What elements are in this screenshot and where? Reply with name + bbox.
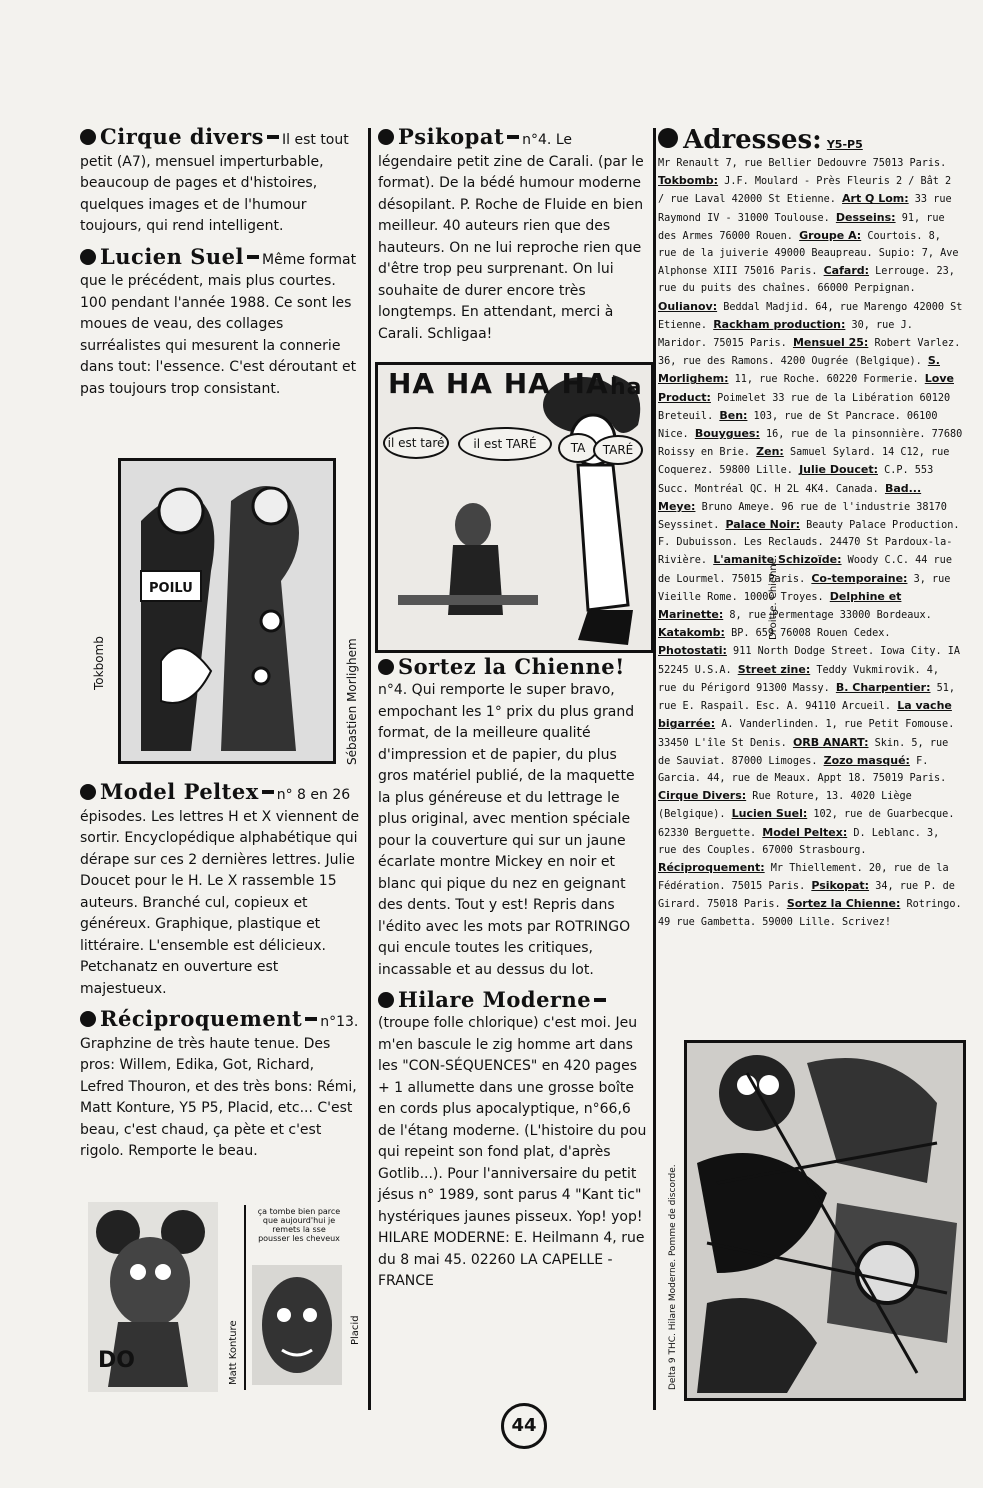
- review-title: Model Peltex: [100, 779, 259, 804]
- address-detail: Rue Roture, 13. 4020 Liège (Belgique).: [658, 791, 912, 821]
- address-name: Julie Doucet:: [799, 463, 878, 477]
- address-detail: D. Leblanc. 3, rue des Couples. 67000 Strasbourg.: [658, 827, 940, 856]
- address-detail: 911 North Dodge Street. Iowa City. IA 52245 U.S.A.: [658, 646, 960, 676]
- review-body: (troupe folle chlorique) c'est moi. Jeu m'en bascule le zig homme art dans les "CON-SÉQUENCES" en 420 pages + 1 allumette dans une grosse boîte en cords plus apocalyptique, n°66,6 de l'étang moderne. (L'histoire du pou qui repeint son fond plat, d'après Gotlib...). Pour l'anniversaire du petit jésus n° 1989, sont parus 4 "Kant tic" hystériques jaunes pisseux. Yop! yop! HILARE MODERNE: E. Heilmann 4, rue du 8 mai 45. 02260 LA CAPELLE - FRANCE: [378, 1015, 647, 1289]
- address-detail: Woody C.C. 44 rue de Lourmel. 75015 Paris.: [658, 555, 952, 585]
- address-name: Model Peltex:: [762, 825, 848, 839]
- illustration-mickey: [88, 1202, 218, 1392]
- address-name: Lucien Suel:: [731, 807, 808, 821]
- collage-drawing: [687, 1043, 963, 1398]
- column-1: [80, 125, 362, 407]
- address-detail: 34, rue P. de Girard. 75018 Paris.: [658, 881, 955, 911]
- bullet-icon: [80, 129, 96, 145]
- address-name: Zen:: [756, 445, 784, 459]
- review-title: Lucien Suel: [100, 243, 245, 269]
- speech-bubble: ça tombe bien parce que aujourd'hui je remets la sse pousser les cheveux: [257, 1207, 341, 1243]
- address-name: Sortez la Chienne:: [786, 897, 901, 911]
- address-detail: Lerrouge. 23, rue du puits des chaînes. 66000 Perpignan.: [658, 266, 955, 295]
- dash: [507, 135, 519, 139]
- review-title: Réciproquement: [100, 1006, 303, 1031]
- address-detail: 33 rue Raymond IV - 31000 Toulouse.: [658, 194, 952, 224]
- speech-bubble: TA: [558, 433, 598, 463]
- address-name: Zozo masqué:: [823, 753, 910, 767]
- drawing: [121, 461, 333, 761]
- address-detail: 16, rue de la pinsonnière. 77680 Roissy en Brie.: [658, 429, 963, 459]
- comic-drawing: [378, 365, 651, 650]
- address-name: L'amanite Schizoïde:: [713, 553, 842, 567]
- address-name: Cirque Divers:: [658, 789, 747, 803]
- speech-bubble: il est taré: [383, 427, 449, 459]
- review-title: Hilare Moderne: [398, 987, 592, 1012]
- review-lucien-suel: [80, 245, 362, 400]
- address-name: La vache bigarrée:: [658, 699, 952, 731]
- address-detail: Beddal Madjid. 64, rue Marengo 42000 St Etienne.: [658, 301, 963, 331]
- y5p5-label: Y5-P5: [826, 138, 863, 151]
- address-list: [658, 155, 963, 931]
- bullet-icon: [80, 1011, 96, 1027]
- addresses-title: Adresses:: [683, 125, 822, 155]
- bullet-icon: [378, 992, 394, 1008]
- illustration-caption: Matt Konture: [228, 1320, 239, 1385]
- address-name: Meye:: [658, 499, 696, 513]
- column-2-lower: [378, 655, 650, 1300]
- address-name: Tokbomb:: [658, 174, 719, 188]
- illustration-caption: Tokbomb: [92, 636, 106, 690]
- column-1-lower: [80, 780, 362, 1170]
- review-sortez-la-chienne: [378, 655, 650, 980]
- address-detail: Skin. 5, rue de Sauviat. 87000 Limoges.: [658, 737, 949, 767]
- address-detail: BP. 659 76008 Rouen Cedex.: [724, 628, 891, 640]
- speech-bubble: il est TARÉ: [458, 427, 552, 461]
- address-detail: F. Garcia. 44, rue de Meaux. Appt 18. 75019 Paris.: [658, 755, 947, 784]
- address-name: ORB ANART:: [792, 735, 869, 749]
- address-name: Street zine:: [737, 662, 811, 676]
- review-psikopat: [378, 125, 650, 344]
- poilu-label: POILU: [149, 581, 193, 596]
- review-title: Cirque divers: [100, 124, 264, 149]
- address-detail: 3, rue Vieille Rome. 10000 Troyes.: [658, 573, 951, 603]
- address-detail: J.F. Moulard - Près Fleuris 2 / Bât 2 / rue Laval 42000 St Etienne.: [658, 176, 952, 206]
- bullet-icon: [378, 129, 394, 145]
- review-title: Psikopat: [398, 124, 505, 149]
- address-detail: Samuel Sylard. 14 C12, rue Coquerez. 59800 Lille.: [658, 447, 950, 477]
- face-drawing: [252, 1265, 342, 1385]
- address-detail: 30, rue J. Maridor. 75015 Paris.: [658, 319, 913, 350]
- speech-bubble: TARÉ: [593, 435, 643, 465]
- address-detail: C.P. 553 Succ. Montréal QC. H 2L 4K4. Canada.: [658, 465, 934, 495]
- address-name: Bouygues:: [694, 427, 760, 441]
- illustration-collage: [684, 1040, 966, 1401]
- side-caption: Droitte. Chienne.: [768, 554, 779, 640]
- address-name: Ben:: [719, 408, 748, 422]
- address-detail: 11, rue Roche. 60220 Formerie.: [728, 374, 925, 386]
- address-text: Mr Renault 7, rue Bellier Dedouvre 75013 Paris.: [658, 158, 947, 169]
- address-name: Rackham production:: [713, 317, 846, 331]
- dash: [305, 1017, 317, 1021]
- review-body: Même format que le précédent, mais plus courtes. 100 pendant l'année 1988. Ce sont les moues de veau, des collages surréalistes qui mesurent la connerie dans tout: l'essence. C'est déroutant et pas toujours trop consistant.: [80, 251, 357, 397]
- bullet-icon: [378, 659, 394, 675]
- address-name: Psikopat:: [811, 879, 870, 893]
- illustration-poilu: [118, 458, 336, 764]
- review-reciproquement: [80, 1007, 362, 1162]
- address-name: Palace Noir:: [725, 518, 801, 532]
- address-name: Art Q Lom:: [842, 192, 909, 206]
- review-body: n°4. Qui remporte le super bravo, empochant les 1° prix du plus grand format, de la meilleure qualité d'impression et de papier, du plus gros matériel publié, de la maquette la plus généreuse et du lettrage le plus original, avec mention spéciale pour la couverture qui sur un jaune écarlate montre Mickey en noir et blanc qui pique du nez en geignant des dents. Tout y est! Repris dans l'édito avec les mots par ROTRINGO qui encule toutes les critiques, incassable et au dessus du lot.: [378, 682, 635, 978]
- bullet-icon: [80, 249, 96, 265]
- illustration-caption: Placid: [350, 1315, 361, 1345]
- address-detail: 51, rue E. Raspail. Esc. A. 94110 Arcueil.: [658, 682, 956, 713]
- address-name: Oulianov:: [658, 299, 718, 313]
- bullet-icon: [658, 128, 678, 148]
- address-detail: A. Vanderlinden. 1, rue Petit Fomouse. 33450 L'île St Denis.: [658, 719, 955, 749]
- illustration-comic: [375, 362, 654, 653]
- review-cirque-divers: [80, 125, 362, 237]
- address-lines: [658, 176, 962, 927]
- dash: [267, 135, 279, 139]
- address-name: Bad...: [884, 481, 922, 495]
- column-rule: [653, 128, 656, 1410]
- review-title: Sortez la Chienne!: [398, 654, 625, 679]
- address-detail: Robert Varlez. 36, rue des Ramons. 4200 Ougrée (Belgique).: [658, 338, 961, 368]
- address-detail: Courtois. 8, rue de la juiverie 49000 Beaupreau. Supio: 7, Ave Alphonse XIII 75016 Paris.: [658, 230, 959, 278]
- addresses-header: [658, 125, 963, 155]
- column-2: [378, 125, 650, 352]
- address-name: Katakomb:: [658, 626, 725, 640]
- svg-text:DO: DO: [98, 1348, 135, 1373]
- page-number: 44: [501, 1403, 547, 1449]
- address-name: Groupe A:: [799, 228, 862, 242]
- address-detail: 91, rue des Armes 76000 Rouen.: [658, 212, 945, 242]
- review-body: Il est tout petit (A7), mensuel imperturbable, beaucoup de pages et d'histoires, quelques images et de l'humour toujours, qui rend intelligent.: [80, 132, 349, 234]
- address-detail: 102, rue de Guarbecque. 62330 Berguette.: [658, 809, 955, 839]
- review-hilare-moderne: [378, 988, 650, 1292]
- dash: [594, 998, 606, 1002]
- address-detail: 8, rue Permentage 33000 Bordeaux.: [723, 610, 932, 622]
- review-body: n° 8 en 26 épisodes. Les lettres H et X viennent de sortir. Encyclopédique alphabétique qui dérape sur ces 2 dernières lettres. Julie Doucet pour le H. Le X rassemble 15 auteurs. Branché cul, copieux et généreux. Graphique, plastique et littéraire. L'ensemble est délicieux. Petchanatz en ouverture est majestueux.: [80, 787, 360, 997]
- address-detail: Poimelet 33 rue de la Libération 60120 Breteuil.: [658, 392, 951, 422]
- review-body: n°4. Le légendaire petit zine de Carali. (par le format). De la bédé humour moderne désopilant. P. Roche de Fluide en bien meilleur. 40 auteurs rien que des hauteurs. On ne lui reproche rien que d'être trop peu surprenant. On lui souhaite de durer encore très longtemps. En attendant, merci à Carali. Schligaa!: [378, 132, 644, 342]
- address-name: Cafard:: [823, 264, 870, 278]
- address-name: Photostati:: [658, 644, 727, 658]
- column-rule: [368, 128, 371, 1410]
- illustration-caption: Delta 9 THC. Hilare Moderne. Pomme de discorde.: [668, 1164, 678, 1390]
- address-name: Mensuel 25:: [792, 336, 869, 350]
- address-name: B. Charpentier:: [835, 680, 931, 694]
- address-detail: Bruno Ameye. 96 rue de l'industrie 38170 Seyssinet.: [658, 501, 947, 532]
- address-detail: Mr Thiellement. 20, rue de la Fédération. 75015 Paris.: [658, 862, 949, 893]
- address-name: Desseins:: [835, 210, 896, 224]
- dash: [247, 255, 259, 259]
- address-detail: 103, rue de St Pancrace. 06100 Nice.: [658, 410, 938, 441]
- review-model-peltex: [80, 780, 362, 999]
- comic-ha: ha: [610, 375, 643, 400]
- comic-haha: HA HA HA HA: [388, 367, 609, 400]
- illustration-caption: Sébastien Morlighem: [345, 638, 359, 765]
- bullet-icon: [80, 784, 96, 800]
- address-name: Co-temporaine:: [811, 571, 908, 585]
- address-detail: Beauty Palace Production. F. Dubuisson. Les Reclauds. 24470 St Pardoux-la-Rivière.: [658, 520, 960, 567]
- dash: [262, 790, 274, 794]
- address-name: Love Product:: [658, 372, 954, 404]
- review-body: n°13. Graphzine de très haute tenue. Des pros: Willem, Edika, Got, Richard, Lefred Thouron, et des très bons: Rémi, Matt Konture, Y5 P5, Placid, etc... C'est beau, c'est chaud, ça pète et c'est rigolo. Remporte le beau.: [80, 1014, 359, 1159]
- illustration-placid: [244, 1205, 346, 1390]
- address-name: Réciproquement:: [658, 860, 765, 874]
- address-detail: Teddy Vukmirovik. 4, rue du Périgord 91300 Massy.: [658, 664, 940, 694]
- column-3-addresses: [658, 125, 963, 931]
- address-detail: Rotringo. 49 rue Gambetta. 59000 Lille. Scrivez!: [658, 899, 962, 928]
- address-name: S. Morlighem:: [658, 354, 940, 386]
- address-name: Delphine et Marinette:: [658, 589, 902, 622]
